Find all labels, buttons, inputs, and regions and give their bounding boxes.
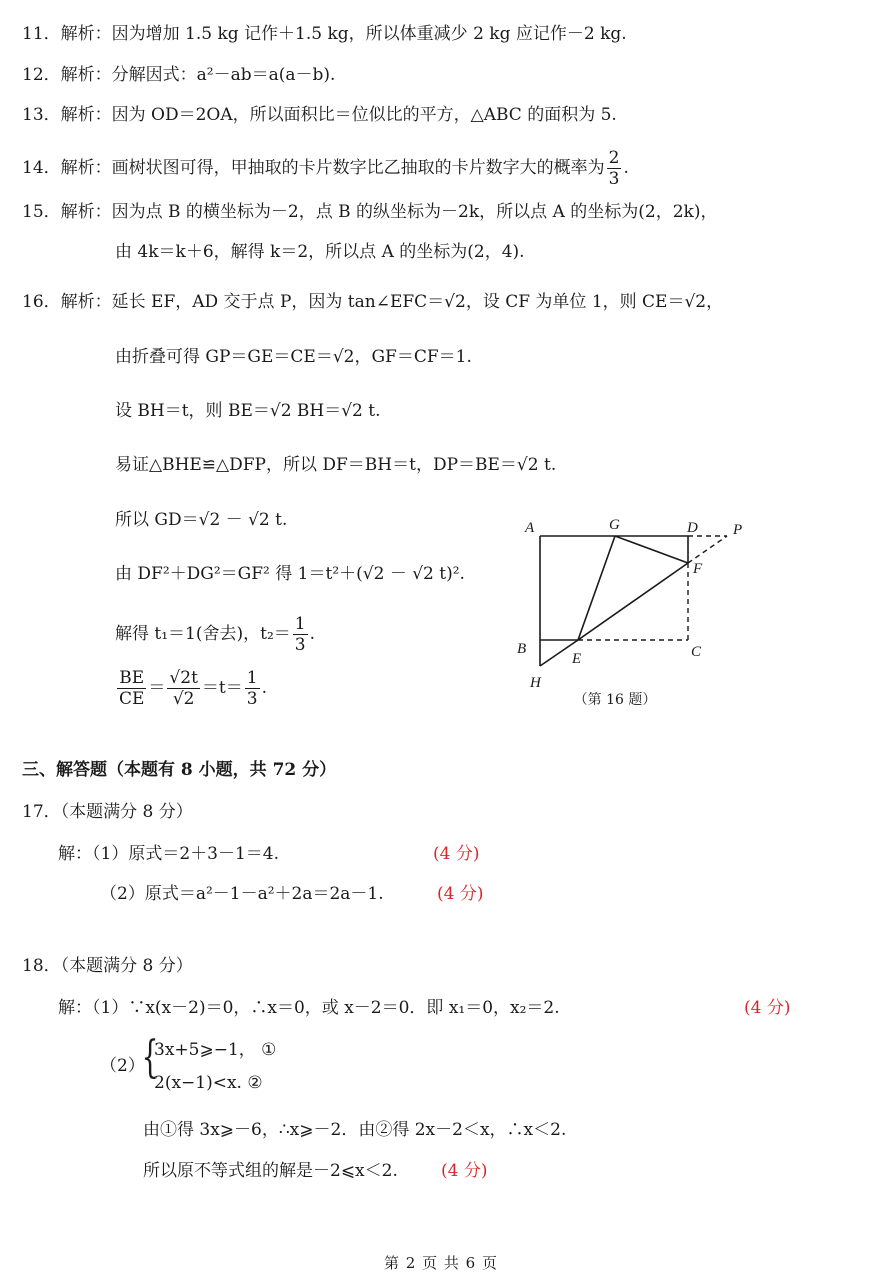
fraction-numerator: 1: [294, 614, 306, 634]
fraction-denominator: 3: [294, 635, 306, 655]
fraction-denominator: 3: [246, 689, 258, 709]
fraction-sqrt: [167, 668, 199, 709]
score-17-1: (4 分): [433, 844, 480, 864]
page-footer: 第 2 页 共 6 页: [384, 1254, 498, 1272]
answer-16-line-8-end: .: [261, 678, 267, 698]
answer-14-text: 14．解析：画树状图可得，甲抽取的卡片数字比乙抽取的卡片数字大的概率为: [22, 158, 605, 178]
question-17-header: 17．（本题满分 8 分）: [22, 802, 193, 822]
fraction-denominator: √2: [172, 689, 195, 709]
fraction-numerator: BE: [117, 668, 146, 689]
label-g: G: [609, 517, 620, 533]
label-e: E: [572, 651, 582, 667]
answer-15-line-2: 由 4k＝k＋6，解得 k＝2，所以点 A 的坐标为(2，4).: [115, 242, 525, 262]
equals: ＝: [148, 678, 166, 698]
answer-18-line-4: 所以原不等式组的解是－2⩽x＜2.: [143, 1161, 398, 1181]
answer-18-part-2-label: （2）: [100, 1056, 145, 1076]
answer-16-line-3: 设 BH＝t，则 BE＝√2 BH＝√2 t.: [115, 401, 381, 421]
segment-ge: [578, 536, 615, 640]
fraction-one-third: [245, 668, 260, 709]
fraction-denominator: CE: [119, 689, 145, 709]
equals-t: ＝t＝: [201, 678, 243, 698]
answer-16-line-7: [115, 614, 315, 655]
inequality-2: 2(x−1)<x. ②: [154, 1073, 263, 1093]
answer-16-line-7-text: 解得 t₁＝1(舍去)，t₂＝: [115, 624, 291, 644]
answer-16-line-5: 所以 GD＝√2 － √2 t.: [115, 510, 288, 530]
answer-12: 12．解析：分解因式：a²－ab＝a(a－b).: [22, 65, 336, 85]
answer-16-line-2: 由折叠可得 GP＝GE＝CE＝√2，GF＝CF＝1.: [115, 347, 472, 367]
inequality-1: 3x+5⩾−1， ①: [154, 1040, 277, 1060]
label-b: B: [517, 641, 527, 657]
answer-15-line-1: 15．解析：因为点 B 的横坐标为－2，点 B 的纵坐标为－2k，所以点 A 的坐标为(2，2k)，: [22, 202, 718, 222]
label-d: D: [687, 520, 698, 536]
segment-gf: [615, 536, 688, 563]
brace-icon: {: [141, 1032, 159, 1083]
score-17-2: (4 分): [437, 884, 484, 904]
fraction: [293, 614, 308, 655]
question-18-header: 18．（本题满分 8 分）: [22, 956, 193, 976]
answer-17-line-2: （2）原式＝a²－1－a²＋2a＝2a－1.: [100, 884, 384, 904]
answer-11: 11．解析：因为增加 1.5 kg 记作＋1.5 kg，所以体重减少 2 kg 应记作－2 kg.: [22, 24, 627, 44]
answer-18-line-3: 由①得 3x⩾－6，∴x⩾－2．由②得 2x－2＜x，∴x＜2.: [143, 1120, 567, 1140]
answer-16-line-4: 易证△BHE≌△DFP，所以 DF＝BH＝t，DP＝BE＝√2 t.: [115, 455, 557, 475]
answer-16-line-8: [115, 668, 267, 709]
figure-16: [505, 510, 765, 720]
answer-14: [22, 148, 629, 189]
answer-16-line-1: 16．解析：延长 EF，AD 交于点 P，因为 tan∠EFC＝√2，设 CF 为单位 1，则 CE＝√2，: [22, 292, 724, 312]
answer-17-line-1: 解：（1）原式＝2＋3－1＝4.: [58, 844, 279, 864]
answer-14-fraction: [607, 148, 622, 189]
label-c: C: [691, 644, 702, 660]
segment-fp: [688, 536, 727, 563]
fraction-numerator: 1: [246, 668, 258, 688]
answer-14-end: .: [623, 158, 629, 178]
figure-caption: （第 16 题）: [573, 692, 657, 708]
answer-16-line-6: 由 DF²＋DG²＝GF² 得 1＝t²＋(√2 － √2 t)².: [115, 564, 465, 584]
answer-18-line-1: 解：（1）∵x(x－2)＝0，∴x＝0，或 x－2＝0．即 x₁＝0，x₂＝2.: [58, 998, 560, 1018]
label-p: P: [733, 522, 743, 538]
score-18-1: (4 分): [744, 998, 791, 1018]
fraction-numerator: √2t: [169, 668, 198, 688]
geometry-figure: [505, 510, 765, 715]
fraction-denominator: 3: [608, 169, 620, 189]
answer-13: 13．解析：因为 OD＝2OA，所以面积比＝位似比的平方，△ABC 的面积为 5.: [22, 105, 617, 125]
label-a: A: [525, 520, 535, 536]
fraction-numerator: 2: [608, 148, 620, 168]
section-heading: 三、解答题（本题有 8 小题，共 72 分）: [22, 760, 337, 780]
fraction-be-ce: [117, 668, 146, 709]
label-f: F: [693, 561, 703, 577]
answer-16-line-7-end: .: [309, 624, 316, 644]
segment-ef: [578, 563, 688, 640]
score-18-2: (4 分): [441, 1161, 488, 1181]
label-h: H: [530, 675, 541, 691]
